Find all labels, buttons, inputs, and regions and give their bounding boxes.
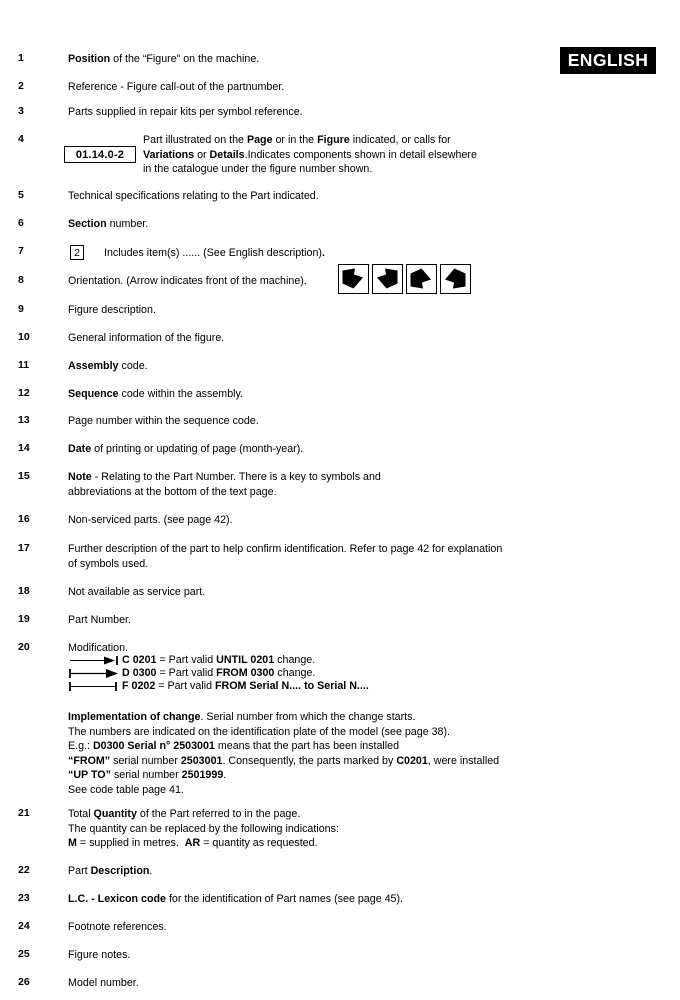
- modification-text: F 0202 = Part valid FROM Serial N.... to Serial N....: [122, 680, 369, 692]
- legend-text: Page number within the sequence code.: [68, 415, 259, 427]
- legend-number: 9: [18, 303, 24, 315]
- legend-text: Footnote references.: [68, 921, 167, 933]
- legend-text: Part Description.: [68, 865, 153, 877]
- legend-text: Date of printing or updating of page (month-year).: [68, 443, 304, 455]
- page-figure-code-box: 01.14.0-2: [64, 146, 136, 163]
- legend-number: 15: [18, 470, 30, 482]
- legend-text: Includes item(s) ...... (See English description).: [104, 247, 325, 259]
- orientation-icon-group: [338, 264, 471, 294]
- legend-text: Section number.: [68, 218, 149, 230]
- legend-text: Parts supplied in repair kits per symbol reference.: [68, 106, 303, 118]
- legend-number: 7: [18, 245, 24, 257]
- legend-text: Assembly code.: [68, 360, 148, 372]
- legend-number: 2: [18, 80, 24, 92]
- legend-text: Orientation. (Arrow indicates front of the machine).: [68, 275, 307, 287]
- legend-number: 25: [18, 948, 30, 960]
- orientation-arrow-up-left-icon: [406, 264, 437, 294]
- legend-number: 16: [18, 513, 30, 525]
- legend-text: Total Quantity of the Part referred to in the page. The quantity can be replaced by the following indications: M = supplied in metres. AR = quantity as requested.: [68, 808, 339, 850]
- legend-number: 5: [18, 189, 24, 201]
- modification-text: D 0300 = Part valid FROM 0300 change.: [122, 667, 316, 679]
- language-badge: ENGLISH: [560, 47, 656, 74]
- legend-text: Position of the “Figure” on the machine.: [68, 53, 260, 65]
- legend-text: Part illustrated on the Page or in the Figure indicated, or calls for Variations or Details.Indicates components shown in detail elsewhere in the catalogue under the figure number shown.: [143, 134, 477, 176]
- bar-line-to-arrow-icon: [68, 668, 128, 679]
- legend-number: 20: [18, 641, 30, 653]
- legend-number: 26: [18, 976, 30, 988]
- legend-text: Modification.: [68, 642, 128, 654]
- legend-number: 11: [18, 359, 30, 371]
- legend-number: 14: [18, 442, 30, 454]
- legend-number: 8: [18, 274, 24, 286]
- legend-number: 19: [18, 613, 30, 625]
- legend-number: 13: [18, 414, 30, 426]
- includes-item-box: 2: [70, 245, 84, 260]
- legend-text: Technical specifications relating to the Part indicated.: [68, 190, 319, 202]
- legend-text: Non-serviced parts. (see page 42).: [68, 514, 233, 526]
- legend-number: 4: [18, 133, 24, 145]
- orientation-arrow-up-right-icon: [440, 264, 471, 294]
- legend-number: 23: [18, 892, 30, 904]
- legend-number: 22: [18, 864, 30, 876]
- legend-text: Part Number.: [68, 614, 131, 626]
- legend-text: Note - Relating to the Part Number. There is a key to symbols and abbreviations at the bottom of the text page.: [68, 471, 381, 498]
- legend-text: General information of the figure.: [68, 332, 225, 344]
- legend-text: L.C. - Lexicon code for the identification of Part names (see page 45).: [68, 893, 404, 905]
- legend-number: 10: [18, 331, 30, 343]
- legend-number: 6: [18, 217, 24, 229]
- legend-text: Model number.: [68, 977, 139, 989]
- legend-text: Sequence code within the assembly.: [68, 388, 244, 400]
- legend-text: Not available as service part.: [68, 586, 206, 598]
- legend-number: 3: [18, 105, 24, 117]
- orientation-arrow-down-left-icon: [338, 264, 369, 294]
- legend-number: 24: [18, 920, 30, 932]
- implementation-of-change-paragraph: Implementation of change. Serial number from which the change starts. The numbers are indicated on the identification plate of the model (see page 38). E.g.: D0300 Serial n° 2503001 means that the part has been installed “FROM” serial number 2503001. Consequently, the parts marked by C0201, were installed “UP TO” serial number 2501999. See code table page 41.: [68, 711, 500, 796]
- legend-text: Figure description.: [68, 304, 156, 316]
- orientation-arrow-down-right-icon: [372, 264, 403, 294]
- legend-text: Reference - Figure call-out of the partnumber.: [68, 81, 285, 93]
- legend-number: 12: [18, 387, 30, 399]
- bar-line-to-bar-icon: [68, 681, 128, 692]
- legend-text: Figure notes.: [68, 949, 131, 961]
- legend-number: 21: [18, 807, 30, 819]
- legend-number: 18: [18, 585, 30, 597]
- legend-number: 17: [18, 542, 30, 554]
- modification-text: C 0201 = Part valid UNTIL 0201 change.: [122, 654, 316, 666]
- legend-text: Further description of the part to help confirm identification. Refer to page 42 for explanation of symbols used.: [68, 543, 503, 570]
- arrow-line-to-bar-icon: [68, 655, 128, 666]
- legend-number: 1: [18, 52, 24, 64]
